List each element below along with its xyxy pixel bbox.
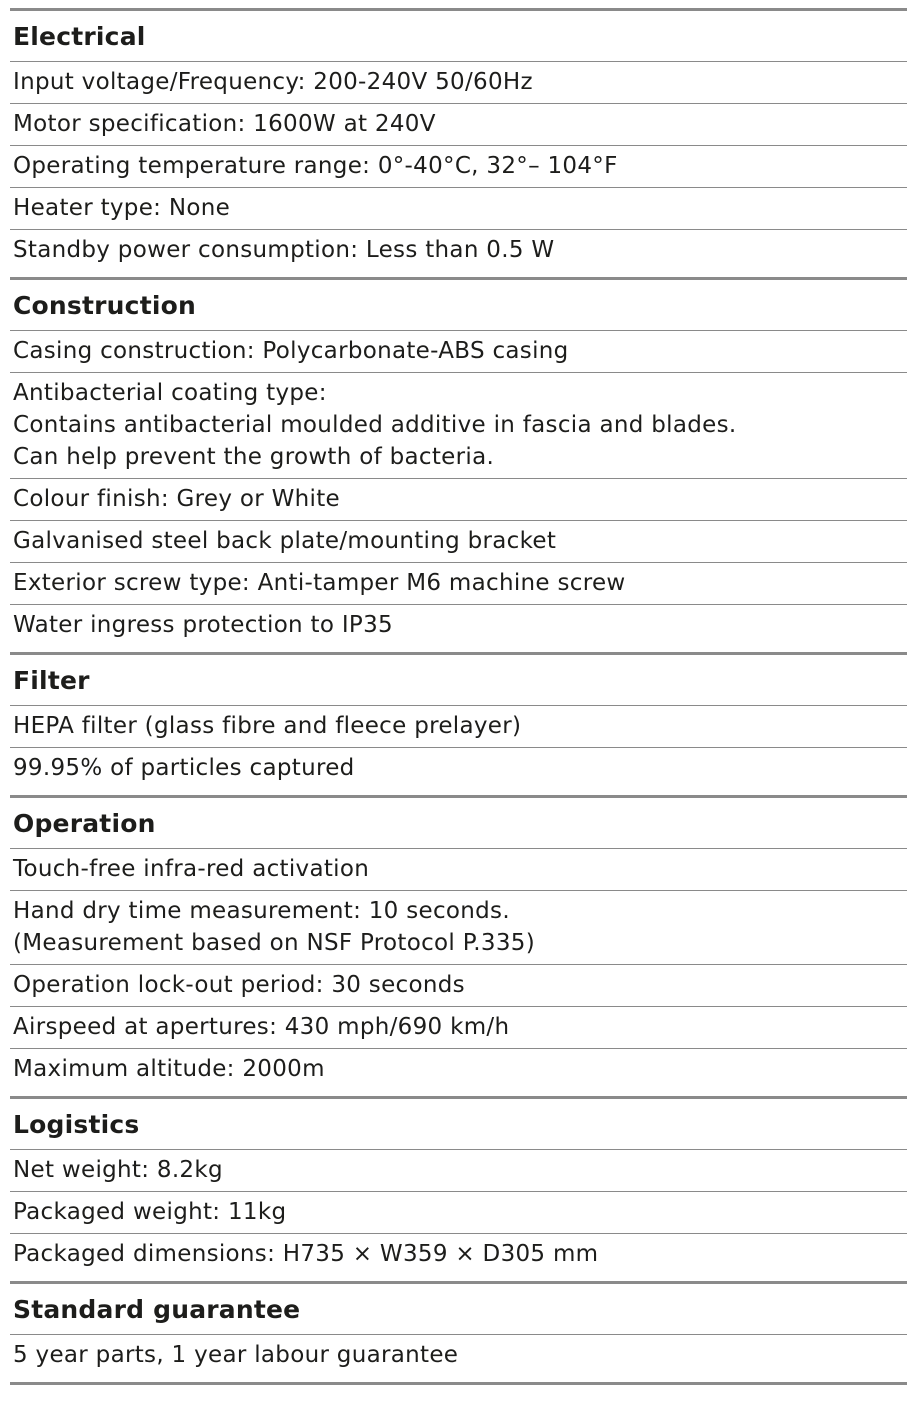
- spec-row: [10, 62, 907, 104]
- spec-row: [10, 188, 907, 230]
- spec-row: [10, 373, 907, 479]
- spec-text: Standby power consumption: Less than 0.5 W: [13, 237, 555, 263]
- spec-row: [10, 1150, 907, 1192]
- section-title: Construction: [10, 280, 907, 331]
- spec-text: Airspeed at apertures: 430 mph/690 km/h: [13, 1014, 510, 1040]
- spec-row: [10, 146, 907, 188]
- spec-text: Water ingress protection to IP35: [13, 612, 393, 638]
- spec-section-operation: [10, 795, 907, 1096]
- spec-row: [10, 230, 907, 277]
- spec-text: Antibacterial coating type:: [13, 380, 327, 406]
- spec-text: Touch-free infra-red activation: [13, 856, 370, 882]
- spec-text: 5 year parts, 1 year labour guarantee: [13, 1342, 459, 1368]
- spec-section-electrical: [10, 8, 907, 277]
- spec-section-construction: [10, 277, 907, 652]
- spec-section-standard-guarantee: [10, 1281, 907, 1382]
- section-title: Filter: [10, 655, 907, 706]
- spec-row: [10, 748, 907, 795]
- spec-row: [10, 1192, 907, 1234]
- spec-text: (Measurement based on NSF Protocol P.335): [13, 930, 535, 956]
- spec-row: [10, 1335, 907, 1382]
- spec-section-logistics: [10, 1096, 907, 1281]
- spec-text: Galvanised steel back plate/mounting bracket: [13, 528, 557, 554]
- section-title: Electrical: [10, 11, 907, 62]
- bottom-divider: [10, 1382, 907, 1385]
- spec-text: 99.95% of particles captured: [13, 755, 355, 781]
- spec-text: HEPA filter (glass fibre and fleece prelayer): [13, 713, 522, 739]
- section-title: Logistics: [10, 1099, 907, 1150]
- spec-row: [10, 1007, 907, 1049]
- spec-sheet: [10, 0, 907, 1385]
- spec-text: Motor specification: 1600W at 240V: [13, 111, 436, 137]
- spec-row: [10, 605, 907, 652]
- section-title: Operation: [10, 798, 907, 849]
- spec-row: [10, 1049, 907, 1096]
- spec-text: Exterior screw type: Anti-tamper M6 machine screw: [13, 570, 626, 596]
- spec-row: [10, 891, 907, 965]
- spec-text: Contains antibacterial moulded additive in fascia and blades.: [13, 412, 737, 438]
- spec-text: Operation lock-out period: 30 seconds: [13, 972, 465, 998]
- spec-text: Heater type: None: [13, 195, 231, 221]
- spec-text: Colour finish: Grey or White: [13, 486, 340, 512]
- spec-row: [10, 521, 907, 563]
- spec-row: [10, 1234, 907, 1281]
- spec-text: Packaged dimensions: H735 × W359 × D305 mm: [13, 1241, 599, 1267]
- spec-text: Can help prevent the growth of bacteria.: [13, 444, 495, 470]
- spec-text: Maximum altitude: 2000m: [13, 1056, 325, 1082]
- spec-section-filter: [10, 652, 907, 795]
- spec-text: Operating temperature range: 0°-40°C, 32°– 104°F: [13, 153, 618, 179]
- spec-text: Packaged weight: 11kg: [13, 1199, 287, 1225]
- spec-row: [10, 563, 907, 605]
- spec-row: [10, 849, 907, 891]
- spec-row: [10, 479, 907, 521]
- spec-row: [10, 965, 907, 1007]
- spec-text: Net weight: 8.2kg: [13, 1157, 223, 1183]
- spec-row: [10, 104, 907, 146]
- spec-text: Casing construction: Polycarbonate-ABS casing: [13, 338, 569, 364]
- spec-row: [10, 706, 907, 748]
- section-title: Standard guarantee: [10, 1284, 907, 1335]
- spec-text: Input voltage/Frequency: 200-240V 50/60Hz: [13, 69, 533, 95]
- spec-text: Hand dry time measurement: 10 seconds.: [13, 898, 510, 924]
- spec-row: [10, 331, 907, 373]
